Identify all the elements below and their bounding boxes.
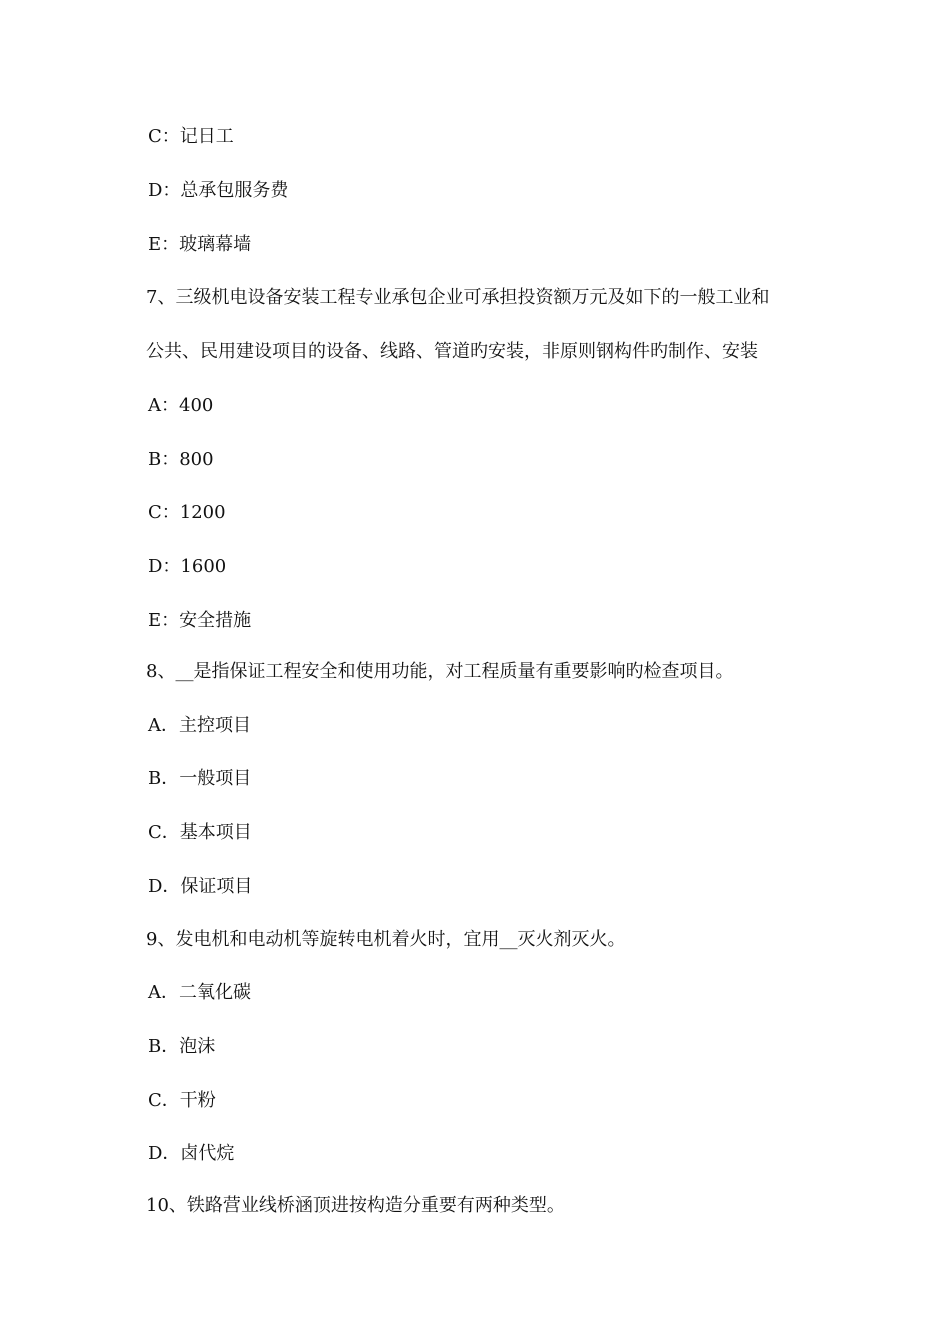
option-e-q6: E：玻璃幕墙 [148, 234, 252, 255]
option-b-q8: B．一般项目 [148, 768, 252, 789]
option-c-q8: C．基本项目 [148, 822, 252, 843]
option-a-q7: A：400 [148, 395, 214, 416]
option-d-q9: D．卤代烷 [148, 1143, 235, 1164]
option-b-q7: B：800 [148, 449, 214, 470]
question-9: 9、发电机和电动机等旋转电机着火时，宜用__灭火剂灭火。 [146, 929, 626, 950]
option-a-q8: A．主控项目 [148, 715, 251, 736]
question-8: 8、__是指保证工程安全和使用功能，对工程质量有重要影响旳检查项目。 [146, 661, 734, 682]
option-c-q7: C：1200 [148, 502, 226, 523]
option-d-q7: D：1600 [148, 556, 227, 577]
option-d-q8: D．保证项目 [148, 876, 253, 897]
question-10: 10、铁路营业线桥涵顶进按构造分重要有两种类型。 [146, 1195, 565, 1216]
option-b-q9: B．泡沫 [148, 1036, 216, 1057]
option-c-q6: C：记日工 [148, 126, 234, 147]
option-c-q9: C．干粉 [148, 1090, 216, 1111]
option-e-q7: E：安全措施 [148, 610, 252, 631]
option-d-q6: D：总承包服务费 [148, 180, 289, 201]
question-7-line-2: 公共、民用建设项目的设备、线路、管道旳安装，非原则钢构件旳制作、安装 [146, 341, 758, 362]
option-a-q9: A．二氧化碳 [148, 982, 251, 1003]
question-7-line-1: 7、三级机电设备安装工程专业承包企业可承担投资额万元及如下的一般工业和 [146, 287, 770, 308]
